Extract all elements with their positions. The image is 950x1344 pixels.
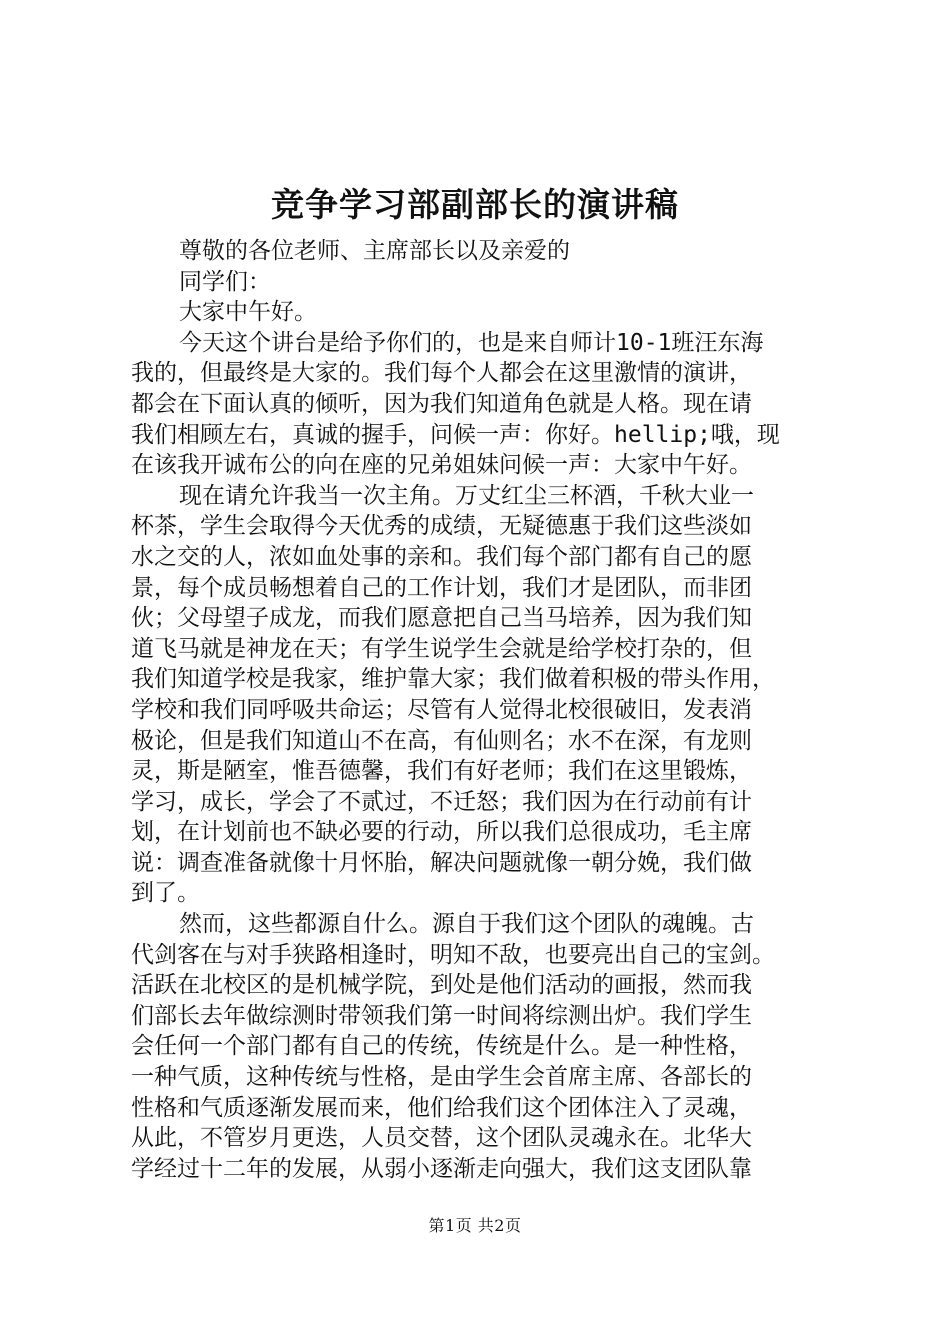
document-title: 竞争学习部副部长的演讲稿 — [271, 185, 679, 224]
text-line: 们部长去年做综测时带领我们第一时间将综测出炉。我们学生 — [131, 1002, 752, 1029]
text-line: 然而，这些都源自什么。源自于我们这个团队的魂魄。古 — [179, 911, 754, 938]
text-line: 学经过十二年的发展，从弱小逐渐走向强大，我们这支团队靠 — [131, 1155, 752, 1182]
text-line: 灵，斯是陋室，惟吾德馨，我们有好老师；我们在这里锻炼， — [131, 758, 752, 785]
text-line: 今天这个讲台是给予你们的，也是来自师计10-1班汪东海 — [179, 329, 764, 356]
text-line: 说：调查准备就像十月怀胎，解决问题就像一朝分娩，我们做 — [131, 849, 752, 876]
text-line: 我们知道学校是我家，维护靠大家；我们做着积极的带头作用， — [131, 666, 775, 693]
text-line: 现在请允许我当一次主角。万丈红尘三杯酒，千秋大业一 — [179, 482, 754, 509]
text-line: 杯茶，学生会取得今天优秀的成绩，无疑德惠于我们这些淡如 — [131, 513, 752, 540]
text-line: 道飞马就是神龙在天；有学生说学生会就是给学校打杂的，但 — [131, 635, 752, 662]
greeting-line: 尊敬的各位老师、主席部长以及亲爱的 — [179, 238, 570, 264]
text-line: 伙；父母望子成龙，而我们愿意把自己当马培养，因为我们知 — [131, 605, 752, 632]
document-body — [131, 236, 831, 1184]
text-line: 水之交的人，浓如血处事的亲和。我们每个部门都有自己的愿 — [131, 543, 752, 570]
page-number-footer: 第1页 共2页 — [428, 1216, 522, 1235]
text-line: 学校和我们同呼吸共命运；尽管有人觉得北校很破旧，发表消 — [131, 696, 752, 723]
text-line: 我们相顾左右，真诚的握手，问候一声：你好。hellip;哦，现 — [131, 421, 780, 448]
text-line: 极论，但是我们知道山不在高，有仙则名；水不在深，有龙则 — [131, 727, 752, 754]
greeting-line: 大家中午好。 — [179, 299, 317, 326]
text-line: 景，每个成员畅想着自己的工作计划，我们才是团队，而非团 — [131, 574, 752, 601]
text-line: 性格和气质逐渐发展而来，他们给我们这个团体注入了灵魂， — [131, 1094, 752, 1121]
text-line: 活跃在北校区的是机械学院，到处是他们活动的画报，然而我 — [131, 972, 752, 999]
text-line: 学习，成长，学会了不贰过，不迁怒；我们因为在行动前有计 — [131, 788, 752, 815]
text-line: 在该我开诚布公的向在座的兄弟姐妹问候一声：大家中午好。 — [131, 452, 752, 479]
text-line: 代剑客在与对手狭路相逢时，明知不敌，也要亮出自己的宝剑。 — [131, 941, 775, 968]
text-line: 划，在计划前也不缺必要的行动，所以我们总很成功，毛主席 — [131, 819, 752, 846]
text-line: 我的，但最终是大家的。我们每个人都会在这里激情的演讲， — [131, 360, 752, 387]
text-line: 都会在下面认真的倾听，因为我们知道角色就是人格。现在请 — [131, 390, 752, 417]
text-line: 一种气质，这种传统与性格，是由学生会首席主席、各部长的 — [131, 1064, 752, 1091]
greeting-line: 同学们： — [179, 268, 271, 295]
text-line: 到了。 — [131, 880, 200, 907]
text-line: 会任何一个部门都有自己的传统，传统是什么。是一种性格， — [131, 1033, 752, 1060]
text-line: 从此，不管岁月更迭，人员交替，这个团队灵魂永在。北华大 — [131, 1125, 752, 1152]
